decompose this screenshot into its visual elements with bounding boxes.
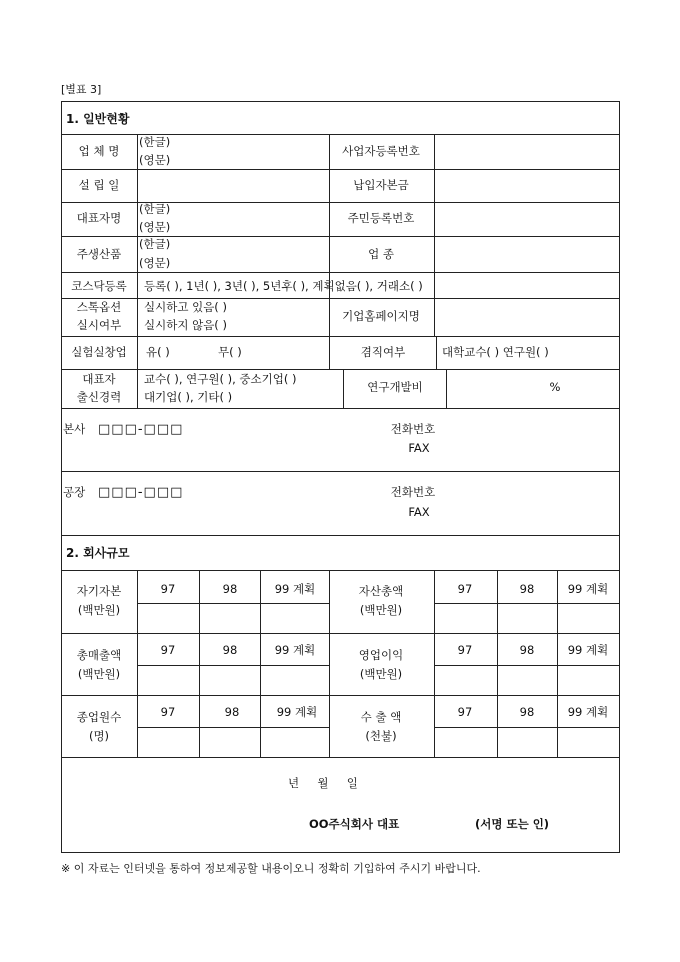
- year-97: 97: [160, 643, 176, 657]
- paid-capital-label: 납입자본금: [353, 178, 409, 192]
- ceo-label: 대표자명: [76, 211, 122, 225]
- equity-unit: (백만원): [77, 603, 121, 617]
- sales-label: 총매출액: [76, 648, 122, 662]
- divider: [434, 134, 435, 298]
- stock-option-yes: 실시하고 있음( ): [144, 300, 227, 314]
- concurrent-options: 대학교수( ) 연구원( ): [442, 345, 549, 359]
- lab-startup-label: 실험실창업: [71, 345, 127, 359]
- year-98: 98: [519, 582, 535, 596]
- divider: [436, 336, 437, 369]
- op-profit-label: 영업이익: [358, 648, 404, 662]
- factory-phone-label: 전화번호: [390, 485, 436, 499]
- divider: [61, 570, 620, 571]
- ceo-career-label: 대표자: [82, 372, 116, 386]
- year-99-plan: 99 계획: [567, 643, 609, 657]
- exports-label: 수 출 액: [360, 710, 402, 724]
- divider: [61, 336, 620, 337]
- exports-unit: (천불): [365, 729, 397, 743]
- year-97: 97: [160, 705, 176, 719]
- rnd-label: 연구개발비: [367, 380, 423, 394]
- divider: [61, 298, 620, 299]
- korean-tag: (한글): [139, 202, 171, 216]
- rnd-unit: %: [549, 380, 561, 394]
- year-98: 98: [222, 582, 238, 596]
- hq-label: 본사: [63, 422, 86, 436]
- year-98: 98: [222, 643, 238, 657]
- divider: [199, 570, 200, 757]
- equity-label: 자기자본: [76, 584, 122, 598]
- korean-tag: (한글): [139, 237, 171, 251]
- divider: [61, 272, 620, 273]
- divider: [137, 570, 138, 757]
- appendix-label: [별표 3]: [61, 83, 102, 96]
- total-assets-unit: (백만원): [359, 603, 403, 617]
- stock-option-no: 실시하지 않음( ): [144, 318, 227, 332]
- stock-option-label: 스톡옵션: [76, 300, 122, 314]
- concurrent-label: 겸직여부: [360, 345, 406, 359]
- hq-phone-label: 전화번호: [390, 422, 436, 436]
- divider: [137, 603, 329, 604]
- english-tag: (영문): [139, 256, 171, 270]
- footnote: ※ 이 자료는 인터넷을 통하여 정보제공할 내용이오니 정확히 기입하여 주시기 바랍니다.: [61, 862, 481, 875]
- industry-label: 업 종: [368, 247, 394, 261]
- sign-note: (서명 또는 인): [475, 817, 550, 831]
- ceo-career-label: 출신경력: [76, 390, 122, 404]
- factory-zip: □□□-□□□: [98, 485, 184, 500]
- year-99-plan: 99 계획: [274, 582, 316, 596]
- hq-zip: □□□-□□□: [98, 422, 184, 437]
- year-99-plan: 99 계획: [274, 643, 316, 657]
- kosdaq-label: 코스닥등록: [71, 279, 127, 293]
- divider: [446, 369, 447, 408]
- divider: [434, 665, 620, 666]
- english-tag: (영문): [139, 220, 171, 234]
- ceo-career-line1: 교수( ), 연구원( ), 중소기업( ): [144, 372, 297, 386]
- divider: [137, 727, 329, 728]
- divider: [260, 570, 261, 757]
- factory-fax-label: FAX: [408, 505, 430, 519]
- year-98: 98: [519, 643, 535, 657]
- divider: [61, 633, 620, 634]
- company-name-label: 업 체 명: [78, 144, 120, 158]
- divider: [434, 570, 435, 757]
- divider: [343, 369, 344, 408]
- lab-no: 무( ): [218, 345, 242, 359]
- divider: [61, 169, 620, 170]
- section-2-title: 2. 회사규모: [66, 546, 130, 560]
- divider: [329, 134, 330, 298]
- divider: [329, 298, 330, 369]
- year-97: 97: [457, 643, 473, 657]
- year-97: 97: [160, 582, 176, 596]
- homepage-label: 기업홈페이지명: [342, 309, 420, 323]
- company-ceo: OO주식회사 대표: [309, 817, 400, 831]
- divider: [61, 757, 620, 758]
- divider: [61, 408, 620, 409]
- divider: [137, 134, 138, 408]
- divider: [434, 727, 620, 728]
- resident-no-label: 주민등록번호: [347, 211, 415, 225]
- english-tag: (영문): [139, 153, 171, 167]
- employees-label: 종업원수: [76, 710, 122, 724]
- year-99-plan: 99 계획: [276, 705, 318, 719]
- sales-unit: (백만원): [77, 667, 121, 681]
- divider: [329, 570, 330, 757]
- divider: [61, 535, 620, 536]
- year-99-plan: 99 계획: [567, 582, 609, 596]
- kosdaq-options: 등록( ), 1년( ), 3년( ), 5년후( ), 계획없음( ), 거래소( ): [144, 279, 423, 293]
- total-assets-label: 자산총액: [358, 584, 404, 598]
- section-1-title: 1. 일반현황: [66, 112, 130, 126]
- year-97: 97: [457, 705, 473, 719]
- established-label: 설 립 일: [78, 178, 120, 192]
- divider: [497, 570, 498, 757]
- op-profit-unit: (백만원): [359, 667, 403, 681]
- year-97: 97: [457, 582, 473, 596]
- korean-tag: (한글): [139, 135, 171, 149]
- divider: [557, 570, 558, 757]
- stock-option-label: 실시여부: [76, 318, 122, 332]
- ceo-career-line2: 대기업( ), 기타( ): [144, 390, 233, 404]
- date-line: 년 월 일: [288, 776, 358, 790]
- divider: [61, 471, 620, 472]
- year-99-plan: 99 계획: [567, 705, 609, 719]
- employees-unit: (명): [88, 729, 110, 743]
- divider: [61, 695, 620, 696]
- divider: [434, 298, 435, 336]
- divider: [137, 665, 329, 666]
- main-product-label: 주생산품: [76, 247, 122, 261]
- biz-reg-no-label: 사업자등록번호: [342, 144, 420, 158]
- lab-yes: 유( ): [146, 345, 170, 359]
- year-98: 98: [519, 705, 535, 719]
- divider: [434, 603, 620, 604]
- factory-label: 공장: [63, 485, 86, 499]
- hq-fax-label: FAX: [408, 441, 430, 455]
- year-98: 98: [224, 705, 240, 719]
- divider: [61, 369, 620, 370]
